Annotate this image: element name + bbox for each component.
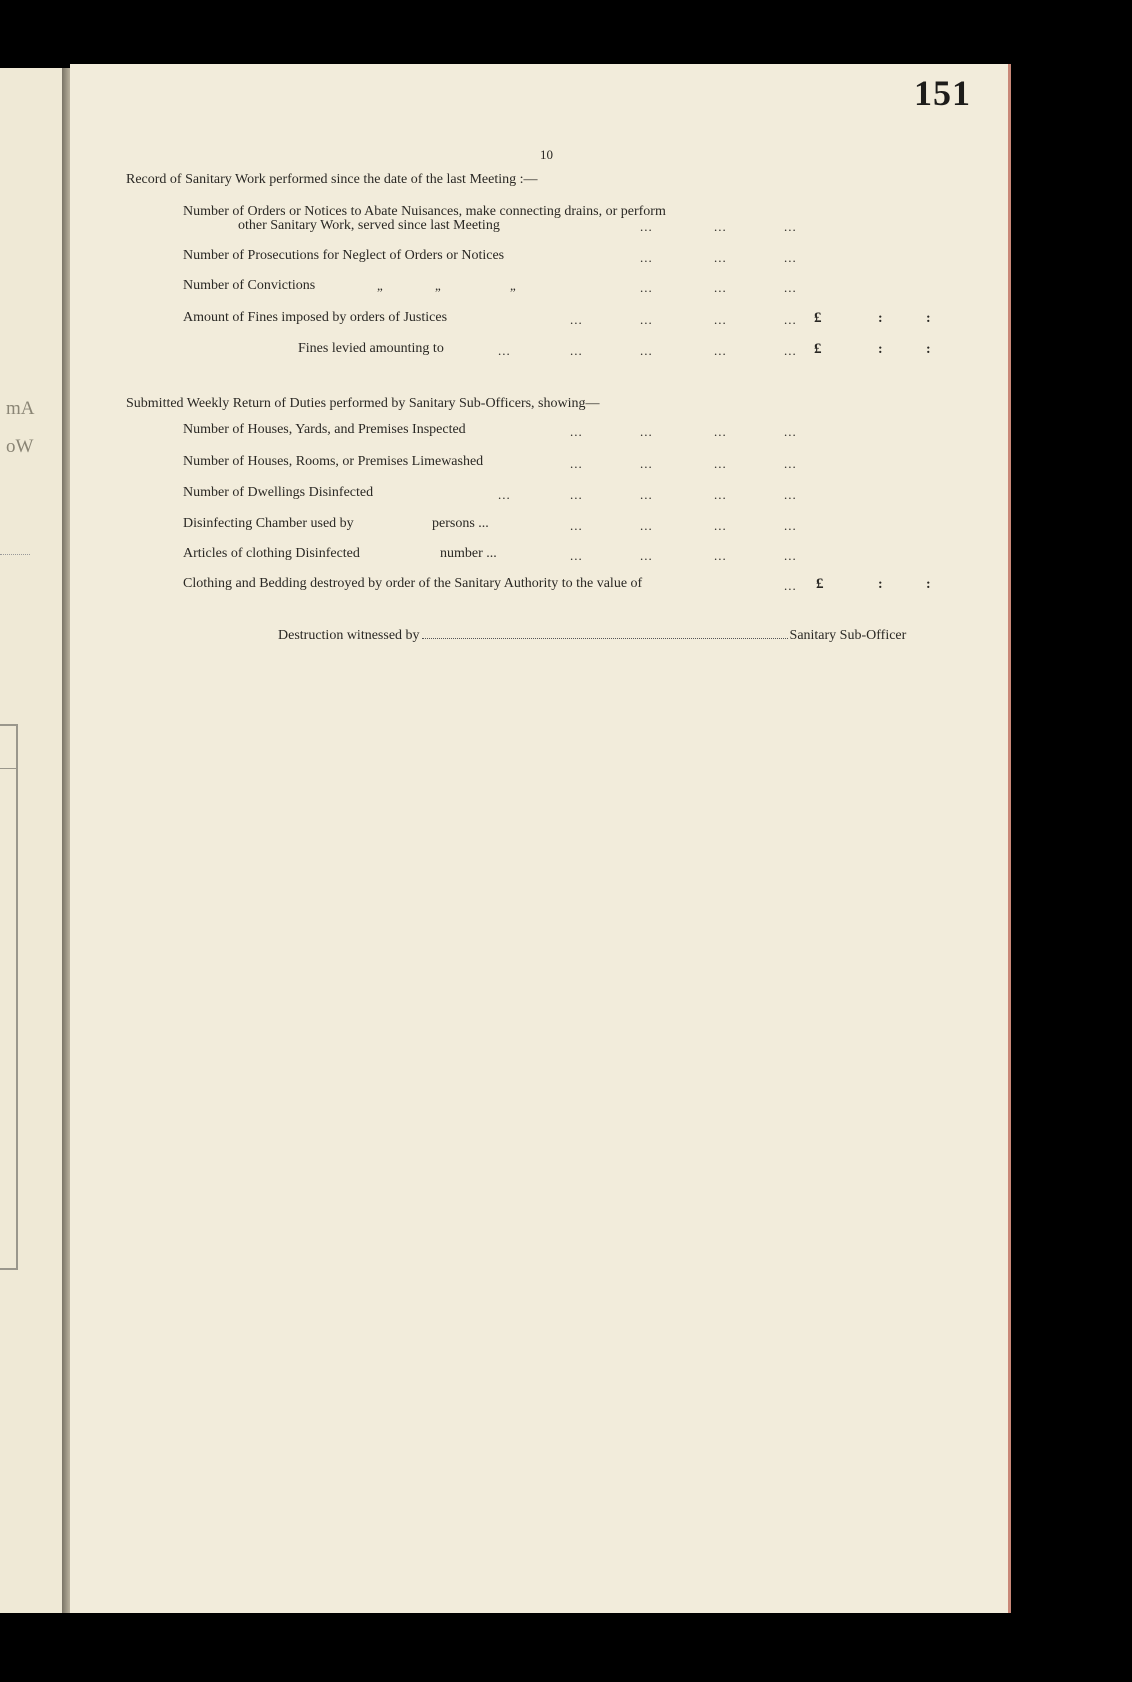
leader-dots: ... [784, 578, 797, 593]
leader-dots: ... [784, 424, 797, 439]
facing-page-edge [0, 68, 68, 1613]
clothing-unit: number ... [440, 546, 497, 561]
leader-dots: ... [640, 456, 653, 471]
witness-role: Sanitary Sub-Officer [789, 628, 907, 643]
facing-page-dotted-line [0, 554, 30, 555]
orders-line-2: other Sanitary Work, served since last Meeting [238, 218, 500, 233]
pound-sign: £ [816, 576, 824, 592]
ditto-mark: „ [510, 278, 517, 293]
facing-page-text-fragment: oW [6, 436, 34, 457]
leader-dots: ... [570, 312, 583, 327]
leader-dots: ... [570, 343, 583, 358]
signature-blank[interactable] [422, 638, 788, 639]
leader-dots: ... [570, 548, 583, 563]
ditto-mark: „ [377, 278, 384, 293]
weekly-heading: Submitted Weekly Return of Duties performed by Sanitary Sub-Officers, showing— [126, 396, 600, 411]
leader-dots: ... [640, 312, 653, 327]
shillings-colon: : [878, 342, 883, 357]
leader-dots: ... [714, 312, 727, 327]
leader-dots: ... [498, 343, 511, 358]
limewashed-label: Number of Houses, Rooms, or Premises Limewashed [183, 454, 484, 469]
leader-dots: ... [570, 456, 583, 471]
pence-colon: : [926, 342, 931, 357]
leader-dots: ... [640, 250, 653, 265]
leader-dots: ... [784, 312, 797, 327]
leader-dots: ... [570, 518, 583, 533]
leader-dots: ... [714, 518, 727, 533]
fines-imposed-label: Amount of Fines imposed by orders of Justices [183, 310, 448, 325]
shillings-colon: : [878, 311, 883, 326]
pound-sign: £ [814, 341, 822, 357]
chamber-label: Disinfecting Chamber used by [183, 516, 354, 531]
ditto-mark: „ [435, 278, 442, 293]
pence-colon: : [926, 311, 931, 326]
leader-dots: ... [640, 219, 653, 234]
register-page [70, 64, 1011, 1613]
destruction-witness-line [278, 628, 906, 644]
witness-label: Destruction witnessed by [278, 628, 420, 643]
leader-dots: ... [714, 424, 727, 439]
houses-inspected-label: Number of Houses, Yards, and Premises Inspected [183, 422, 466, 437]
facing-page-ruled-box [0, 724, 18, 1270]
orders-line-1: Number of Orders or Notices to Abate Nuisances, make connecting drains, or perform [183, 204, 666, 219]
leader-dots: ... [714, 250, 727, 265]
page-number: 10 [540, 147, 553, 162]
leader-dots: ... [714, 456, 727, 471]
leader-dots: ... [640, 343, 653, 358]
leader-dots: ... [570, 487, 583, 502]
destroyed-label: Clothing and Bedding destroyed by order of the Sanitary Authority to the value of [183, 576, 643, 591]
leader-dots: ... [640, 280, 653, 295]
leader-dots: ... [714, 548, 727, 563]
record-heading: Record of Sanitary Work performed since the date of the last Meeting :— [126, 172, 538, 187]
leader-dots: ... [714, 280, 727, 295]
leader-dots: ... [784, 280, 797, 295]
leader-dots: ... [784, 487, 797, 502]
leader-dots: ... [784, 219, 797, 234]
leader-dots: ... [714, 219, 727, 234]
leader-dots: ... [784, 548, 797, 563]
clothing-label: Articles of clothing Disinfected [183, 546, 360, 561]
leader-dots: ... [714, 343, 727, 358]
shillings-colon: : [878, 577, 883, 592]
folio-number: 151 [914, 73, 971, 113]
leader-dots: ... [570, 424, 583, 439]
pence-colon: : [926, 577, 931, 592]
leader-dots: ... [498, 487, 511, 502]
facing-page-text-fragment: mA [6, 398, 35, 419]
pound-sign: £ [814, 310, 822, 326]
leader-dots: ... [640, 424, 653, 439]
fines-levied-label: Fines levied amounting to [298, 341, 444, 356]
leader-dots: ... [784, 250, 797, 265]
leader-dots: ... [784, 518, 797, 533]
prosecutions-label: Number of Prosecutions for Neglect of Orders or Notices [183, 248, 505, 263]
chamber-unit: persons ... [432, 516, 489, 531]
leader-dots: ... [784, 343, 797, 358]
leader-dots: ... [640, 548, 653, 563]
leader-dots: ... [640, 518, 653, 533]
leader-dots: ... [714, 487, 727, 502]
leader-dots: ... [784, 456, 797, 471]
leader-dots: ... [640, 487, 653, 502]
convictions-label: Number of Convictions [183, 278, 316, 293]
dwellings-disinfected-label: Number of Dwellings Disinfected [183, 485, 374, 500]
